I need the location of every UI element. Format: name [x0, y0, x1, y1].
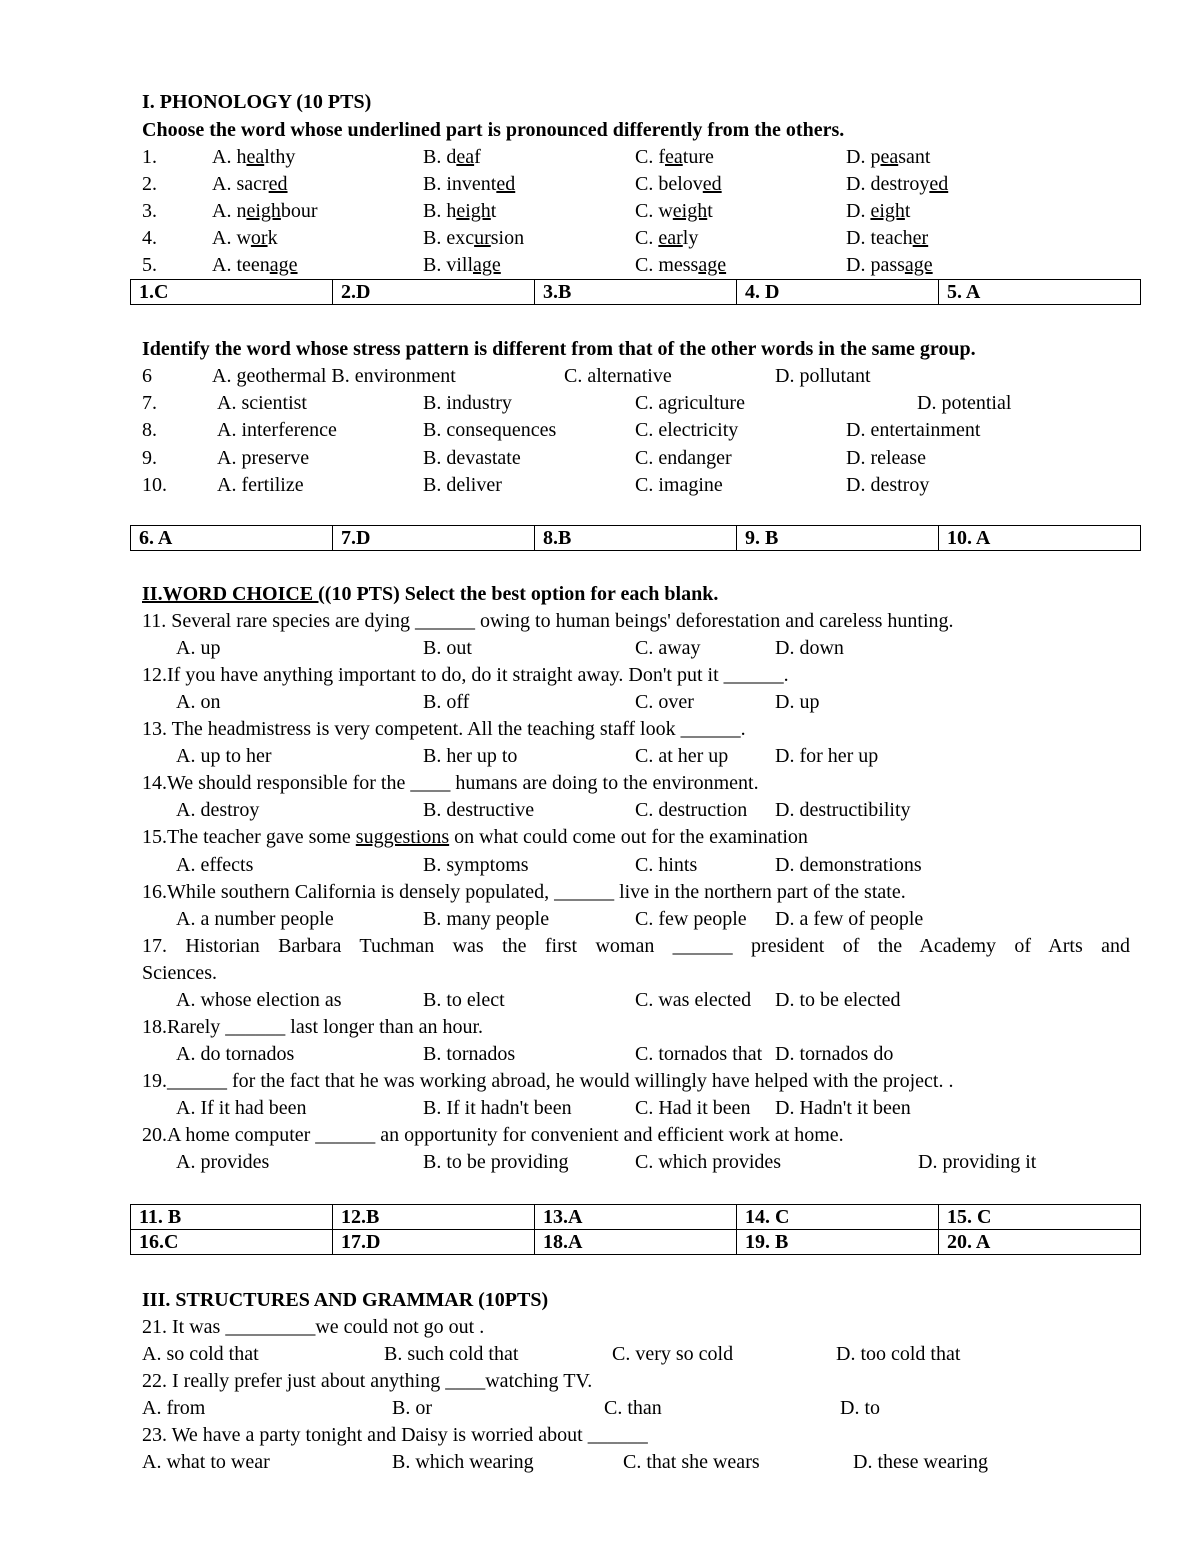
- option-d: D. for her up: [775, 745, 879, 767]
- option-b: B. tornados: [423, 1043, 516, 1065]
- underlined-part: ea: [456, 146, 475, 168]
- option-b: B. her up to: [423, 745, 518, 767]
- option-d: [846, 226, 928, 250]
- word-part: C.: [635, 227, 659, 249]
- option-c: C. destruction: [635, 799, 748, 821]
- word-part: t: [904, 200, 911, 222]
- option-d: D. too cold that: [836, 1343, 961, 1365]
- question-21: 21. It was _________we could not go out .: [142, 1316, 485, 1338]
- question-number: 8.: [142, 419, 157, 441]
- word-part: k: [267, 227, 278, 249]
- underlined-part: ea: [665, 146, 683, 168]
- option-d: [846, 145, 930, 169]
- answer-table-1: [130, 279, 1141, 305]
- option-c: C. over: [635, 691, 694, 713]
- question-20: 20.A home computer ______ an opportunity for convenient and efficient work at home.: [142, 1124, 844, 1146]
- option-c: [635, 226, 698, 250]
- answer-cell: 17.D: [333, 1230, 535, 1255]
- option-a: A. geothermal B. environment: [212, 365, 456, 387]
- word-part: bour: [280, 200, 318, 222]
- answer-table-2: [130, 525, 1141, 551]
- answer-cell: 12.B: [333, 1205, 535, 1230]
- option-d: D. pollutant: [775, 365, 871, 387]
- option-c: [635, 199, 713, 223]
- question-11: 11. Several rare species are dying ______ owing to human beings' deforestation and careless hunting.: [142, 610, 954, 632]
- section-2-title: [142, 582, 718, 606]
- option-b: [423, 253, 501, 277]
- word-part: B. d: [423, 146, 457, 168]
- word-part: D. destroy: [846, 173, 930, 195]
- option-d: D. tornados do: [775, 1043, 894, 1065]
- question-number: 5.: [142, 254, 157, 276]
- option-a: A. fertilize: [217, 474, 304, 496]
- option-c: C. hints: [635, 854, 698, 876]
- underlined-part: age: [904, 254, 933, 276]
- option-c: C. very so cold: [612, 1343, 734, 1365]
- answer-table-3: [130, 1204, 1141, 1255]
- option-c: C. agriculture: [635, 392, 745, 414]
- option-b: B. industry: [423, 392, 512, 414]
- word-part: t: [707, 200, 713, 222]
- question-number: 1.: [142, 146, 157, 168]
- option-b: B. many people: [423, 908, 550, 930]
- option-c: [635, 253, 726, 277]
- question-19: 19.______ for the fact that he was working abroad, he would willingly have helped with the project. .: [142, 1070, 954, 1092]
- underlined-part: eigh: [672, 200, 708, 222]
- option-a: A. destroy: [176, 799, 260, 821]
- option-b: B. such cold that: [384, 1343, 519, 1365]
- question-23: 23. We have a party tonight and Daisy is worried about ______: [142, 1424, 648, 1446]
- option-a: [212, 253, 298, 277]
- answer-cell: 14. C: [737, 1205, 939, 1230]
- word-part: C. f: [635, 146, 665, 168]
- answer-cell: 20. A: [939, 1230, 1141, 1255]
- word-part: f: [474, 146, 481, 168]
- option-a: [212, 145, 295, 169]
- word-part: ture: [682, 146, 714, 168]
- question-15: [142, 825, 808, 849]
- question-17-line-2: Sciences.: [142, 962, 217, 984]
- underlined-part: ed: [268, 173, 288, 195]
- question-number: 2.: [142, 173, 157, 195]
- underlined-part: age: [698, 254, 727, 276]
- answer-cell: 6. A: [131, 526, 333, 551]
- option-a: [212, 172, 288, 196]
- option-d: D. these wearing: [853, 1451, 988, 1473]
- answer-cell: 10. A: [939, 526, 1141, 551]
- option-d: D. to be elected: [775, 989, 901, 1011]
- option-d: D. providing it: [918, 1151, 1037, 1173]
- option-a: A. If it had been: [176, 1097, 307, 1119]
- option-b: B. deliver: [423, 474, 502, 496]
- option-a: A. from: [142, 1397, 206, 1419]
- option-d: D. to: [840, 1397, 880, 1419]
- option-c: C. was elected: [635, 989, 752, 1011]
- underlined-part: ed: [929, 173, 949, 195]
- underlined-part: ea: [880, 146, 899, 168]
- word-part: D.: [846, 200, 871, 222]
- question-number: 6: [142, 365, 152, 387]
- word-part: D. teach: [846, 227, 913, 249]
- option-a: A. interference: [217, 419, 337, 441]
- word-part: A. h: [212, 146, 247, 168]
- underlined-part: ed: [702, 173, 722, 195]
- option-a: A. provides: [176, 1151, 270, 1173]
- answer-cell: 16.C: [131, 1230, 333, 1255]
- question-number: 3.: [142, 200, 157, 222]
- option-c: C. than: [604, 1397, 662, 1419]
- option-c: C. at her up: [635, 745, 729, 767]
- option-d: D. destructibility: [775, 799, 911, 821]
- underlined-part: eigh: [456, 200, 491, 222]
- answer-cell: 2.D: [333, 280, 535, 305]
- option-d: [846, 172, 948, 196]
- question-number: 7.: [142, 392, 157, 414]
- question-number: 9.: [142, 447, 157, 469]
- option-d: D. Hadn't it been: [775, 1097, 911, 1119]
- option-b: B. off: [423, 691, 470, 713]
- option-b: B. which wearing: [392, 1451, 534, 1473]
- option-a: [212, 226, 278, 250]
- option-c: C. few people: [635, 908, 747, 930]
- option-c: [635, 172, 722, 196]
- word-part: A. sacr: [212, 173, 269, 195]
- option-d: [846, 199, 910, 223]
- answer-cell: 13.A: [535, 1205, 737, 1230]
- option-c: C. which provides: [635, 1151, 782, 1173]
- word-part: C. belov: [635, 173, 703, 195]
- option-b: [423, 199, 496, 223]
- answer-cell: 11. B: [131, 1205, 333, 1230]
- question-15-underlined: suggestions: [355, 826, 450, 848]
- word-part: B. h: [423, 200, 457, 222]
- option-a: A. what to wear: [142, 1451, 270, 1473]
- question-15-pre: 15.The teacher gave some: [142, 826, 356, 848]
- question-17-line-1: 17. Historian Barbara Tuchman was the first woman ______ president of the Academy of Arts and: [142, 935, 1130, 957]
- option-c: C. tornados that: [635, 1043, 763, 1065]
- word-part: A. n: [212, 200, 247, 222]
- underlined-part: ea: [246, 146, 265, 168]
- underlined-part: age: [473, 254, 501, 276]
- word-part: B. exc: [423, 227, 475, 249]
- option-c: [635, 145, 714, 169]
- option-a: A. do tornados: [176, 1043, 295, 1065]
- option-b: B. destructive: [423, 799, 535, 821]
- option-c: C. Had it been: [635, 1097, 751, 1119]
- word-part: t: [490, 200, 497, 222]
- answer-cell: 5. A: [939, 280, 1141, 305]
- option-b: B. symptoms: [423, 854, 529, 876]
- answer-cell: 1.C: [131, 280, 333, 305]
- section-3-title: III. STRUCTURES AND GRAMMAR (10PTS): [142, 1289, 549, 1311]
- option-c: C. away: [635, 637, 701, 659]
- option-d: D. entertainment: [846, 419, 981, 441]
- option-a: A. a number people: [176, 908, 334, 930]
- option-d: D. up: [775, 691, 820, 713]
- option-a: A. whose election as: [176, 989, 342, 1011]
- option-c: C. imagine: [635, 474, 723, 496]
- option-d: D. a few of people: [775, 908, 924, 930]
- option-d: [846, 253, 933, 277]
- option-a: A. effects: [176, 854, 254, 876]
- answer-cell: 4. D: [737, 280, 939, 305]
- word-part: C. mess: [635, 254, 699, 276]
- question-22: 22. I really prefer just about anything ____watching TV.: [142, 1370, 593, 1392]
- word-part: D. pass: [846, 254, 905, 276]
- answer-cell: 7.D: [333, 526, 535, 551]
- underlined-part: age: [269, 254, 298, 276]
- answer-cell: 18.A: [535, 1230, 737, 1255]
- option-b: [423, 172, 515, 196]
- option-c: C. endanger: [635, 447, 732, 469]
- word-part: ly: [682, 227, 699, 249]
- word-part: A. w: [212, 227, 251, 249]
- section-1-title: I. PHONOLOGY (10 PTS): [142, 91, 372, 113]
- answer-cell: 15. C: [939, 1205, 1141, 1230]
- underlined-part: ed: [496, 173, 516, 195]
- option-a: A. so cold that: [142, 1343, 259, 1365]
- option-d: D. destroy: [846, 474, 930, 496]
- answer-cell: 8.B: [535, 526, 737, 551]
- option-b: [423, 145, 481, 169]
- question-16: 16.While southern California is densely populated, ______ live in the northern part of the state.: [142, 881, 906, 903]
- option-c: C. that she wears: [623, 1451, 760, 1473]
- option-a: [212, 199, 318, 223]
- option-b: B. to be providing: [423, 1151, 569, 1173]
- word-part: lthy: [264, 146, 296, 168]
- underlined-part: or: [250, 227, 268, 249]
- question-13: 13. The headmistress is very competent. All the teaching staff look ______.: [142, 718, 746, 740]
- option-a: A. preserve: [217, 447, 310, 469]
- option-a: A. scientist: [217, 392, 307, 414]
- option-c: C. alternative: [564, 365, 672, 387]
- word-part: sant: [898, 146, 931, 168]
- option-c: C. electricity: [635, 419, 739, 441]
- option-d: D. release: [846, 447, 926, 469]
- stress-instruction: Identify the word whose stress pattern is different from that of the other words in the same group.: [142, 338, 976, 360]
- option-b: B. to elect: [423, 989, 505, 1011]
- underlined-part: eigh: [870, 200, 905, 222]
- option-b: B. devastate: [423, 447, 521, 469]
- underlined-part: er: [912, 227, 929, 249]
- question-15-post: on what could come out for the examination: [449, 826, 808, 848]
- answer-cell: 9. B: [737, 526, 939, 551]
- option-d: D. demonstrations: [775, 854, 922, 876]
- word-part: sion: [490, 227, 525, 249]
- question-number: 10.: [142, 474, 167, 496]
- section-1-instruction: Choose the word whose underlined part is pronounced differently from the others.: [142, 119, 845, 141]
- underlined-part: ur: [474, 227, 491, 249]
- underlined-part: eigh: [246, 200, 281, 222]
- option-b: B. out: [423, 637, 472, 659]
- option-b: B. or: [392, 1397, 432, 1419]
- option-b: [423, 226, 524, 250]
- question-14: 14.We should responsible for the ____ humans are doing to the environment.: [142, 772, 759, 794]
- question-number: 4.: [142, 227, 157, 249]
- option-a: A. up to her: [176, 745, 272, 767]
- option-b: B. consequences: [423, 419, 557, 441]
- option-d: D. potential: [917, 392, 1012, 414]
- section-2-title-rest: (10 PTS) Select the best option for each blank.: [324, 583, 719, 605]
- underlined-part: ear: [658, 227, 683, 249]
- word-part: B. invent: [423, 173, 497, 195]
- word-part: B. vill: [423, 254, 474, 276]
- word-part: A. teen: [212, 254, 270, 276]
- section-2-title-underlined: II.WORD CHOICE (: [142, 583, 325, 605]
- answer-cell: 19. B: [737, 1230, 939, 1255]
- option-b: B. If it hadn't been: [423, 1097, 572, 1119]
- question-18: 18.Rarely ______ last longer than an hour.: [142, 1016, 484, 1038]
- option-a: A. on: [176, 691, 221, 713]
- word-part: D. p: [846, 146, 881, 168]
- option-a: A. up: [176, 637, 221, 659]
- word-part: C. w: [635, 200, 673, 222]
- option-d: D. down: [775, 637, 844, 659]
- question-12: 12.If you have anything important to do, do it straight away. Don't put it ______.: [142, 664, 789, 686]
- answer-cell: 3.B: [535, 280, 737, 305]
